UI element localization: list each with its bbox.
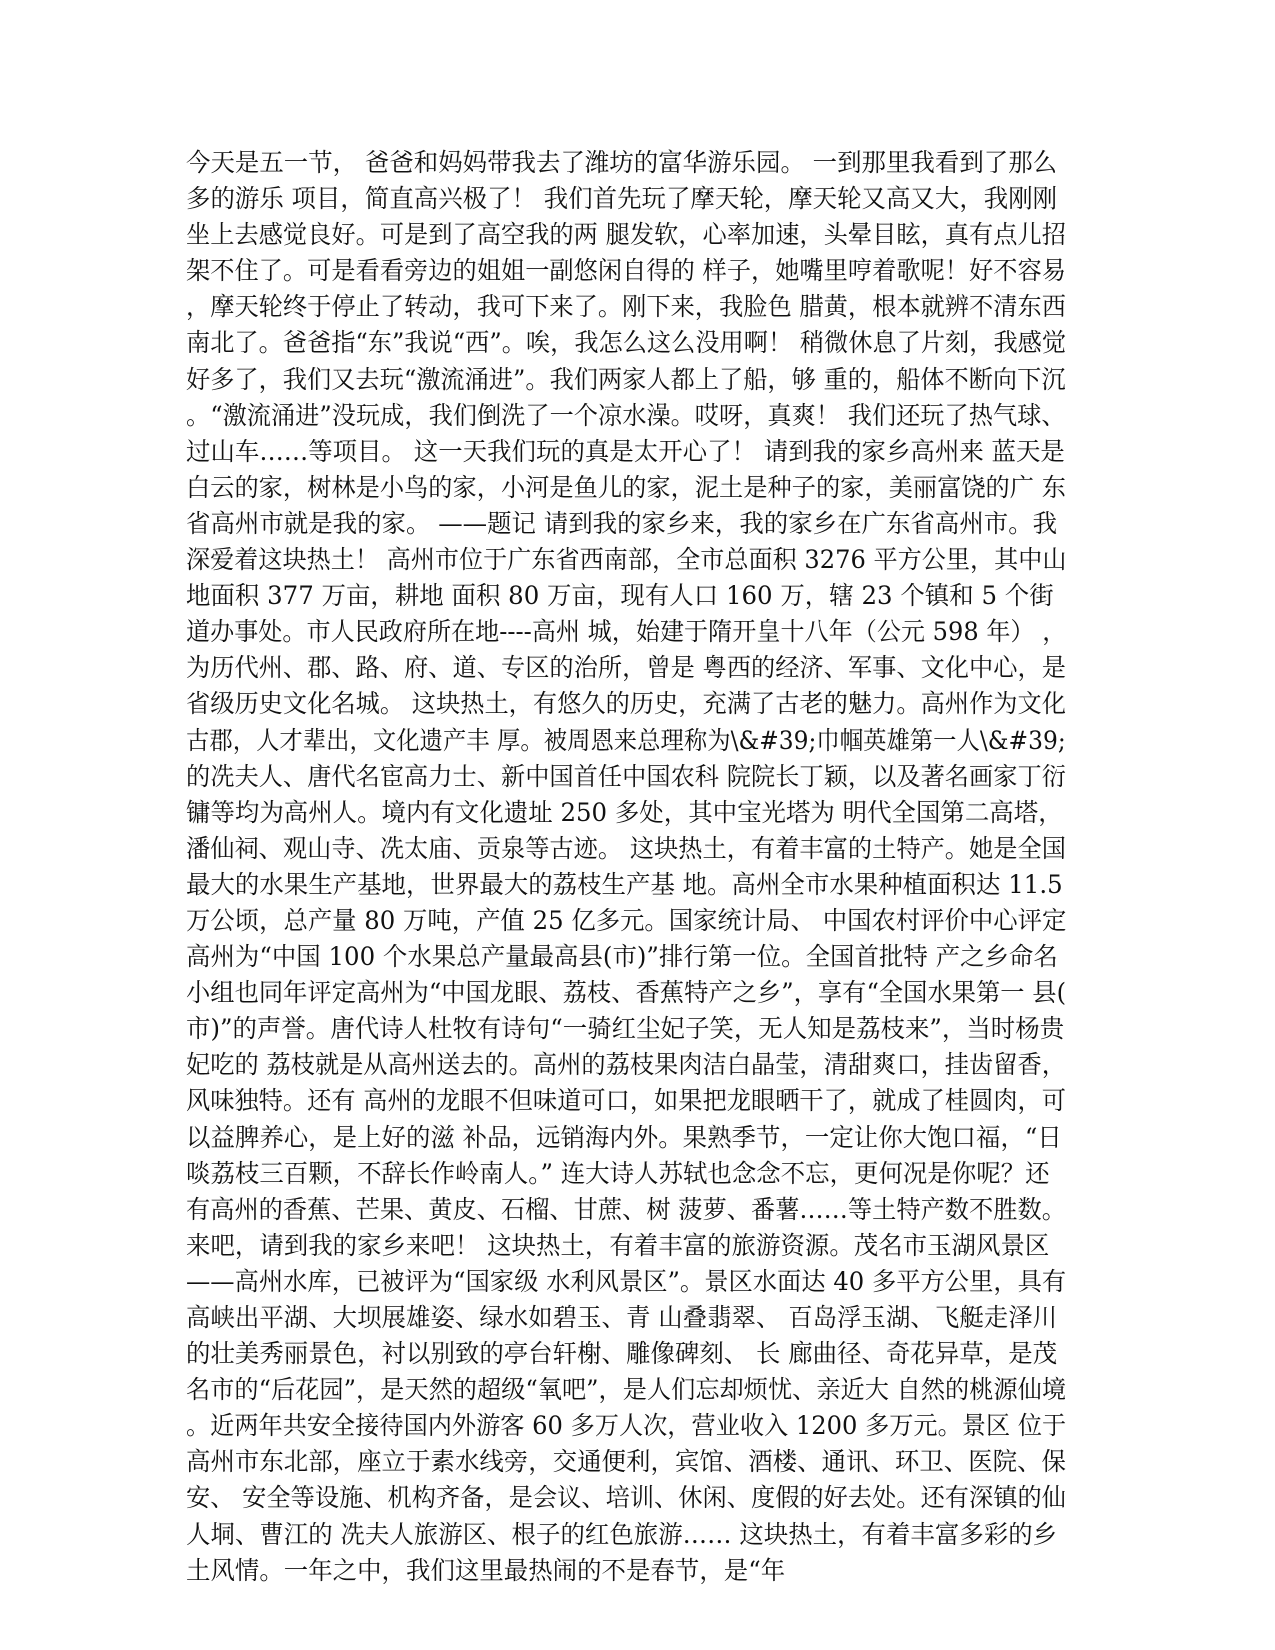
text-line: 深爱着这块热土！ 高州市位于广东省西南部，全市总面积 3276 平方公里，其中山 bbox=[186, 545, 1067, 575]
text-line: 名市的“后花园”，是天然的超级“氧吧”，是人们忘却烦忧、亲近大 自然的桃源仙境 bbox=[186, 1375, 1067, 1405]
text-line: 省级历史文化名城。 这块热土，有悠久的历史，充满了古老的魅力。高州作为文化 bbox=[186, 689, 1066, 719]
text-line: 的冼夫人、唐代名宦高力士、新中国首任中国农科 院院长丁颖，以及著名画家丁衍 bbox=[186, 761, 1066, 791]
text-line: 架不住了。可是看看旁边的姐姐一副悠闲自得的 样子，她嘴里哼着歌呢！好不容易 bbox=[186, 256, 1066, 286]
text-line: ——高州水库，已被评为“国家级 水利风景区”。景区水面达 40 多平方公里，具有 bbox=[186, 1266, 1067, 1296]
text-line: 过山车……等项目。 这一天我们玩的真是太开心了！ 请到我的家乡高州来 蓝天是 bbox=[186, 436, 1065, 466]
text-line: 高州市东北部，座立于素水线旁，交通便利，宾馆、酒楼、通讯、环卫、医院、保 bbox=[186, 1447, 1067, 1477]
text-line: 坐上去感觉良好。可是到了高空我的两 腿发软，心率加速，头晕目眩，真有点儿招 bbox=[186, 220, 1066, 250]
text-line: 多的游乐 项目，简直高兴极了！ 我们首先玩了摩天轮，摩天轮又高又大，我刚刚 bbox=[186, 184, 1058, 214]
text-line: 以益脾养心，是上好的滋 补品，远销海内外。果熟季节，一定让你大饱口福，“日 bbox=[186, 1122, 1062, 1152]
text-line: 安、 安全等设施、机构齐备，是会议、培训、休闲、度假的好去处。还有深镇的仙 bbox=[186, 1483, 1066, 1513]
body-text bbox=[186, 145, 1086, 1589]
text-line: ，摩天轮终于停止了转动，我可下来了。刚下来，我脸色 腊黄，根本就辨不清东西 bbox=[186, 292, 1066, 322]
text-line: 为历代州、郡、路、府、道、专区的治所，曾是 粤西的经济、军事、文化中心，是 bbox=[186, 653, 1066, 683]
text-line: 万公顷，总产量 80 万吨，产值 25 亿多元。国家统计局、 中国农村评价中心评定 bbox=[186, 905, 1067, 935]
text-line: 古郡，人才辈出，文化遗产丰 厚。被周恩来总理称为\&#39;巾帼英雄第一人\&#39; bbox=[186, 725, 1066, 755]
text-line: 啖荔枝三百颗，不辞长作岭南人。” 连大诗人苏轼也念念不忘，更何况是你呢？还 bbox=[186, 1158, 1050, 1188]
text-line: 地面积 377 万亩，耕地 面积 80 万亩，现有人口 160 万，辖 23 个镇和 5 个街 bbox=[186, 581, 1054, 611]
text-line: 小组也同年评定高州为“中国龙眼、荔枝、香蕉特产之乡”，享有“全国水果第一 县( bbox=[186, 978, 1067, 1008]
text-line: 的壮美秀丽景色，衬以别致的亭台轩榭、雕像碑刻、 长 廊曲径、奇花异草，是茂 bbox=[186, 1339, 1058, 1369]
text-line: 省高州市就是我的家。 ——题记 请到我的家乡来，我的家乡在广东省高州市。我 bbox=[186, 508, 1058, 538]
text-line: 道办事处。市人民政府所在地----高州 城，始建于隋开皇十八年（公元 598 年） ， bbox=[186, 617, 1067, 647]
text-line: 人垌、曹江的 冼夫人旅游区、根子的红色旅游…… 这块热土，有着丰富多彩的乡 bbox=[186, 1519, 1058, 1549]
text-line: 妃吃的 荔枝就是从高州送去的。高州的荔枝果肉洁白晶莹，清甜爽口，挂齿留香， bbox=[186, 1050, 1066, 1080]
text-line: 市)”的声誉。唐代诗人杜牧有诗句“一骑红尘妃子笑，无人知是荔枝来”，当时杨贵 bbox=[186, 1014, 1065, 1044]
text-line: 南北了。爸爸指“东”我说“西”。唉，我怎么这么没用啊！ 稍微休息了片刻，我感觉 bbox=[186, 328, 1067, 358]
text-line: 风味独特。还有 高州的龙眼不但味道可口，如果把龙眼晒干了，就成了桂圆肉，可 bbox=[186, 1086, 1066, 1116]
text-line: 。近两年共安全接待国内外游客 60 多万人次，营业收入 1200 多万元。景区 位于 bbox=[186, 1411, 1067, 1441]
text-line: 今天是五一节， 爸爸和妈妈带我去了潍坊的富华游乐园。 一到那里我看到了那么 bbox=[186, 148, 1058, 177]
text-line: 来吧，请到我的家乡来吧！ 这块热土，有着丰富的旅游资源。茂名市玉湖风景区 bbox=[186, 1230, 1050, 1260]
text-line: 最大的水果生产基地，世界最大的荔枝生产基 地。高州全市水果种植面积达 11.5 bbox=[186, 869, 1063, 899]
text-line: 高峡出平湖、大坝展雄姿、绿水如碧玉、青 山叠翡翠、 百岛浮玉湖、飞艇走泽川 bbox=[186, 1303, 1058, 1332]
text-line: 土风情。一年之中，我们这里最热闹的不是春节，是“年 bbox=[186, 1555, 786, 1585]
text-line: 有高州的香蕉、芒果、黄皮、石榴、甘蔗、树 菠萝、番薯……等土特产数不胜数。 bbox=[186, 1194, 1066, 1224]
text-line: 镛等均为高州人。境内有文化遗址 250 多处，其中宝光塔为 明代全国第二高塔， bbox=[186, 797, 1063, 827]
text-line: 高州为“中国 100 个水果总产量最高县(市)”排行第一位。全国首批特 产之乡命名 bbox=[186, 942, 1058, 972]
text-line: 好多了，我们又去玩“激流涌进”。我们两家人都上了船，够 重的，船体不断向下沉 bbox=[186, 364, 1066, 394]
text-line: 白云的家，树林是小鸟的家，小河是鱼儿的家，泥土是种子的家，美丽富饶的广 东 bbox=[186, 472, 1066, 502]
text-line: 。“激流涌进”没玩成，我们倒洗了一个凉水澡。哎呀，真爽！ 我们还玩了热气球、 bbox=[186, 400, 1066, 430]
text-line: 潘仙祠、观山寺、冼太庙、贡泉等古迹。 这块热土，有着丰富的土特产。她是全国 bbox=[186, 833, 1066, 863]
